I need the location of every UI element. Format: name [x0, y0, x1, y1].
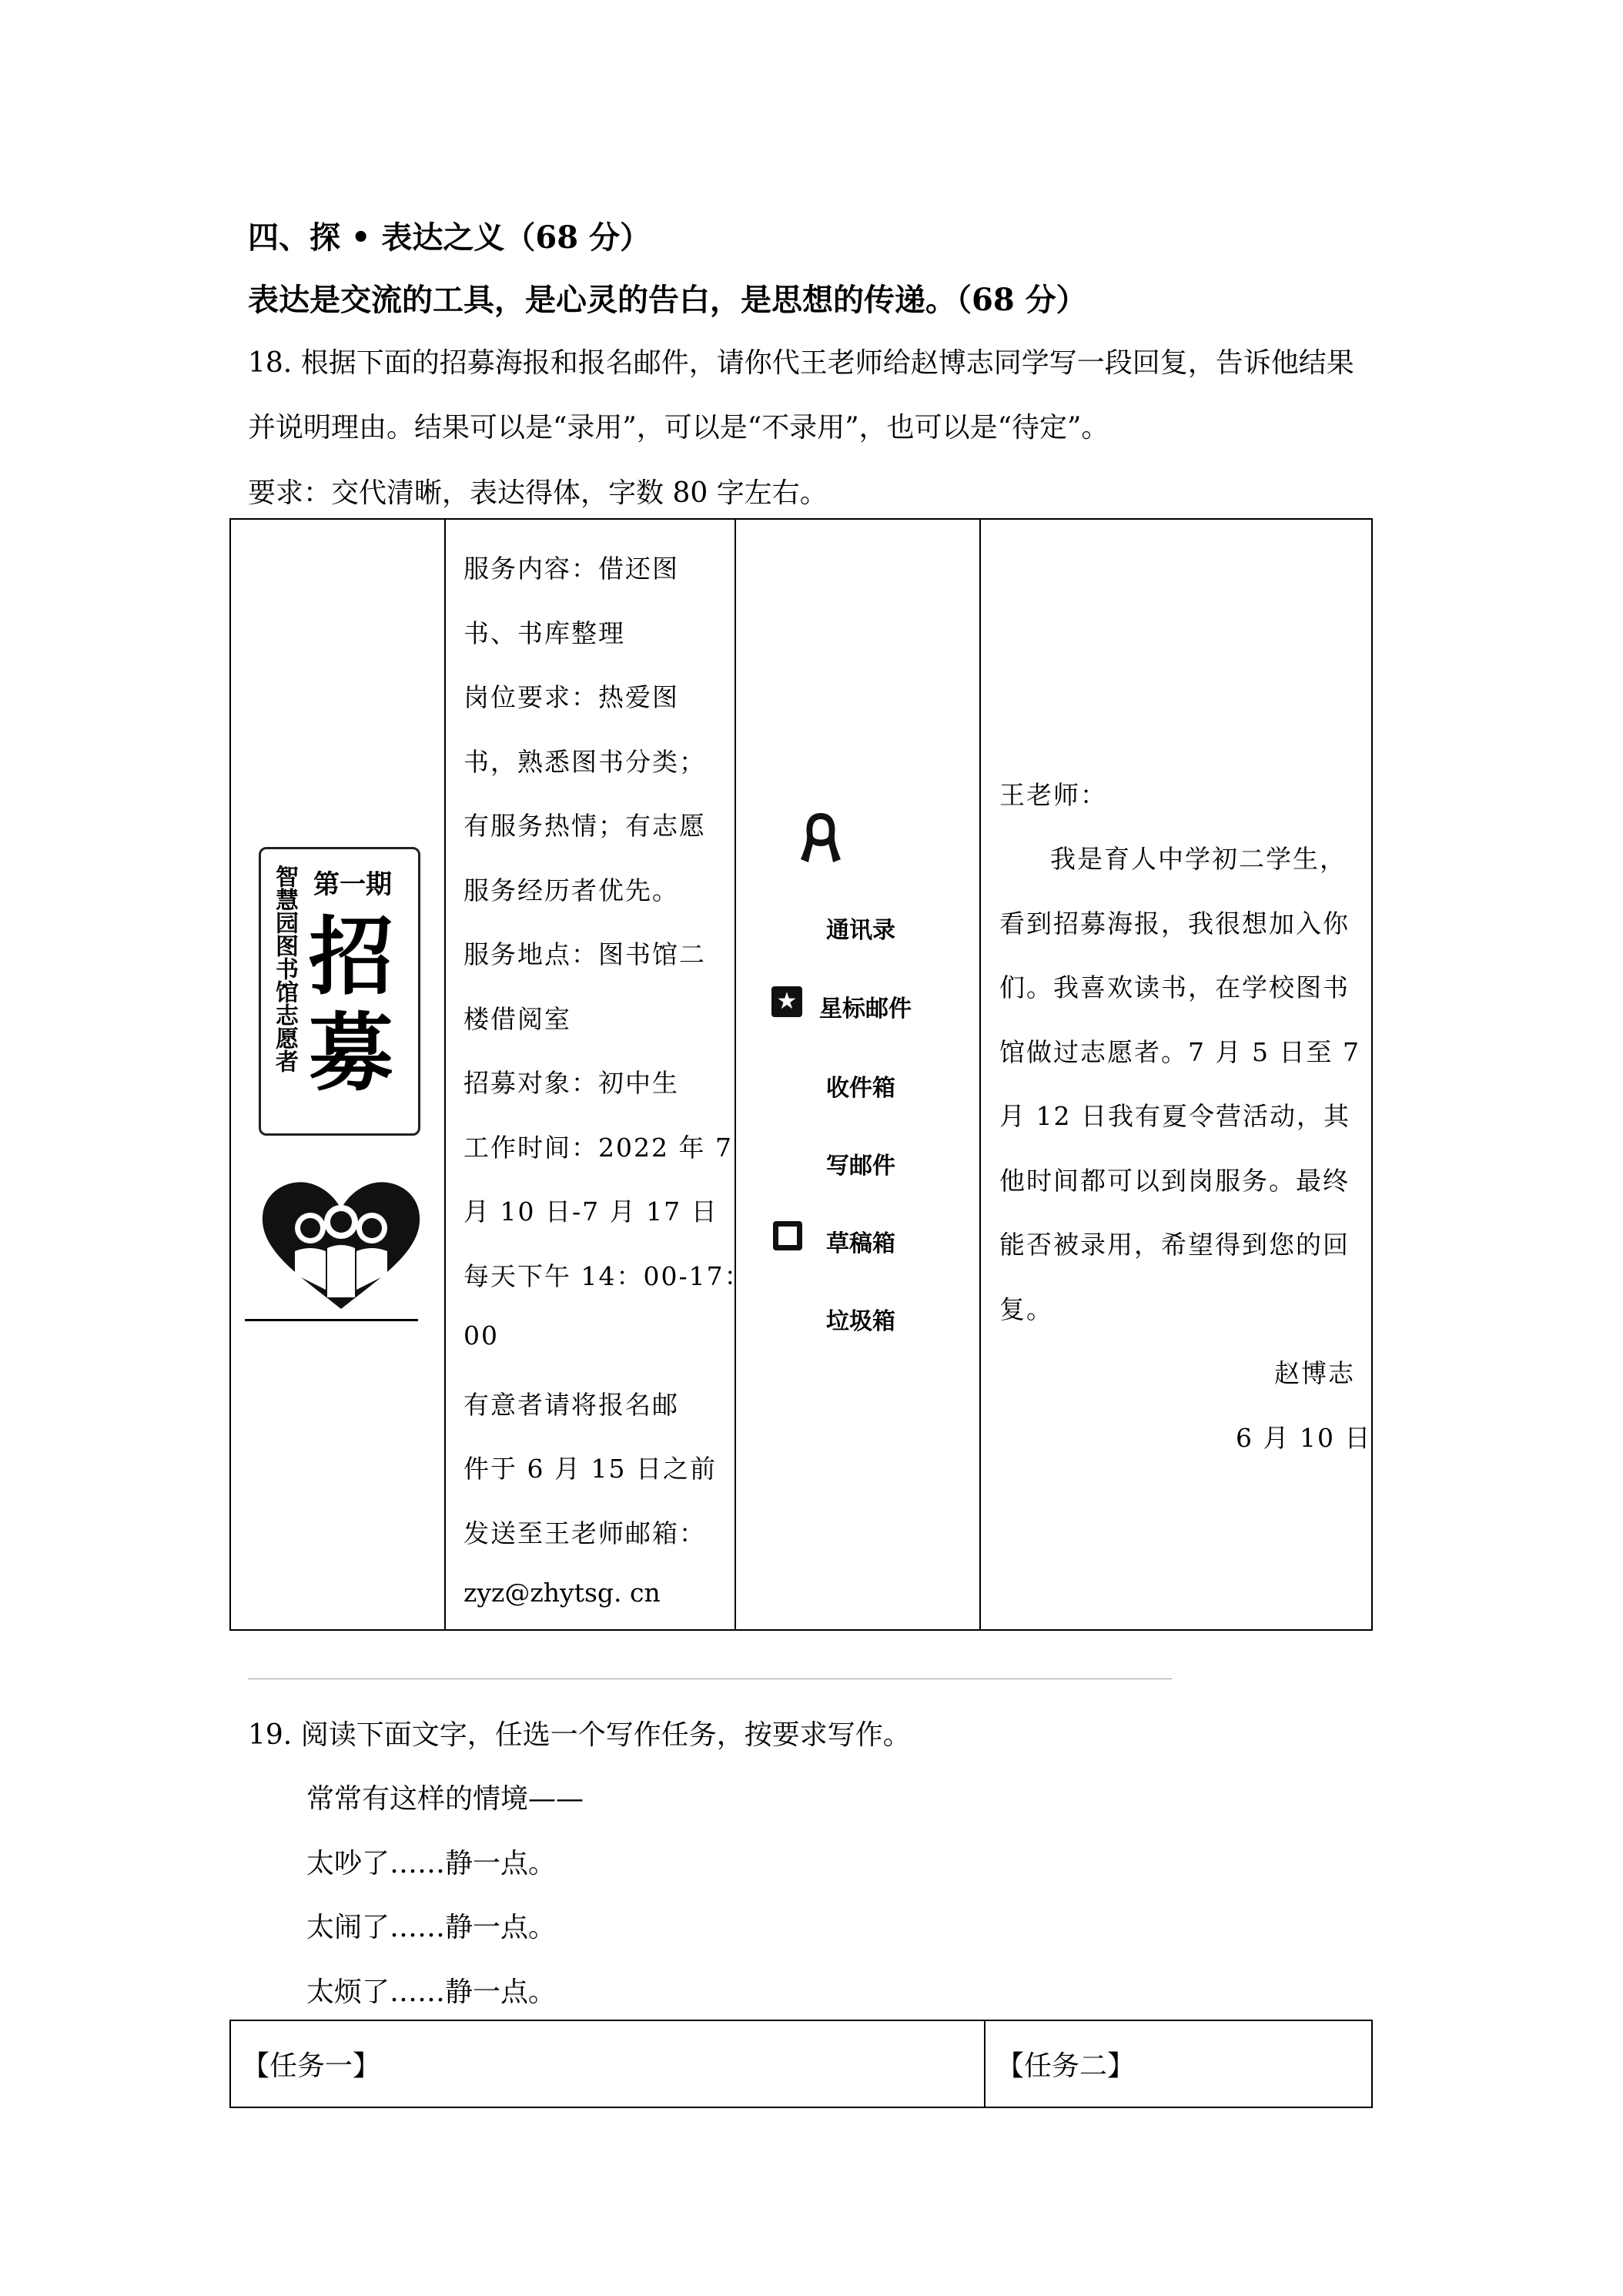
q19-line1: 19. 阅读下面文字，任选一个写作任务，按要求写作。: [248, 1719, 911, 1751]
service-line: 招募对象：初中生: [463, 1068, 679, 1098]
menu-contacts[interactable]: 通讯录: [826, 917, 895, 944]
contact-person-icon: [798, 808, 844, 870]
menu-inbox[interactable]: 收件箱: [826, 1075, 895, 1102]
poster-email-table: [229, 518, 1373, 1631]
q18-line2: 并说明理由。结果可以是“录用”，可以是“不录用”，也可以是“待定”。: [248, 412, 1109, 443]
email-body-line: 我是育人中学初二学生，: [1050, 844, 1347, 874]
poster-char-1: 招: [309, 907, 393, 1006]
service-line: 件于 6 月 15 日之前: [463, 1454, 717, 1484]
menu-starred[interactable]: 星标邮件: [819, 996, 912, 1022]
menu-trash[interactable]: 垃圾箱: [826, 1308, 895, 1335]
email-body-line: 能否被录用，希望得到您的回: [999, 1230, 1350, 1260]
service-line: 每天下午 14：00-17：: [463, 1261, 751, 1291]
poster-char-2: 募: [309, 1003, 393, 1103]
separator-line: [248, 1678, 1172, 1679]
recruit-poster: [259, 847, 420, 1136]
menu-drafts[interactable]: 草稿箱: [826, 1230, 895, 1257]
email-greeting: 王老师：: [999, 780, 1107, 810]
email-body-line: 看到招募海报，我很想加入你: [999, 909, 1350, 939]
poster-divider: [245, 1319, 418, 1321]
service-line: 书，熟悉图书分类；: [463, 747, 706, 777]
q19-scenario: 太闹了……静一点。: [306, 1912, 557, 1943]
email-signature: 赵博志: [1274, 1358, 1355, 1388]
email-date: 6 月 10 日: [1236, 1423, 1372, 1453]
service-line: 工作时间：2022 年 7: [463, 1133, 733, 1163]
email-body-line: 馆做过志愿者。7 月 5 日至 7: [999, 1037, 1360, 1067]
service-line: 月 10 日-7 月 17 日: [463, 1197, 718, 1227]
section-subtitle: 表达是交流的工具，是心灵的告白，是思想的传递。（68 分）: [248, 282, 1087, 318]
star-icon: ★: [771, 986, 802, 1017]
task-one-label: 【任务一】: [242, 2050, 381, 2082]
email-body-line: 复。: [999, 1294, 1053, 1324]
task-table: [229, 2020, 1373, 2108]
service-line: 发送至王老师邮箱：: [463, 1518, 706, 1548]
service-line: 岗位要求：热爱图: [463, 682, 679, 712]
service-line: 有服务热情；有志愿: [463, 811, 706, 841]
email-body-line: 他时间都可以到岗服务。最终: [999, 1166, 1350, 1196]
service-line: 服务内容：借还图: [463, 554, 679, 584]
q19-scenario: 太烦了……静一点。: [306, 1976, 557, 2008]
q18-line1: 18. 根据下面的招募海报和报名邮件，请你代王老师给赵博志同学写一段回复，告诉他结果: [248, 347, 1354, 379]
poster-org: 智慧园图书馆志愿者: [271, 865, 298, 1073]
email-body-line: 月 12 日我有夏令营活动，其: [999, 1101, 1350, 1131]
service-line: 服务经历者优先。: [463, 875, 679, 905]
q19-scenario: 常常有这样的情境——: [306, 1783, 584, 1815]
poster-issue: 第一期: [313, 869, 392, 900]
task-two-label: 【任务二】: [996, 2050, 1136, 2082]
service-line: 书、书库整理: [463, 618, 625, 648]
q19-scenario: 太吵了……静一点。: [306, 1848, 557, 1879]
section-title: 四、探 • 表达之义（68 分）: [248, 219, 651, 256]
draft-box-icon: [773, 1221, 802, 1250]
service-email: zyz@zhytsg. cn: [463, 1578, 661, 1608]
service-line: 服务地点：图书馆二: [463, 939, 706, 969]
menu-compose[interactable]: 写邮件: [826, 1153, 895, 1180]
service-line: 00: [463, 1320, 499, 1350]
service-line: 楼借阅室: [463, 1004, 571, 1034]
email-body-line: 们。我喜欢读书，在学校图书: [999, 972, 1350, 1002]
service-line: 有意者请将报名邮: [463, 1390, 679, 1420]
heart-volunteers-icon: [256, 1174, 426, 1313]
q18-requirement: 要求：交代清晰，表达得体，字数 80 字左右。: [248, 477, 828, 509]
